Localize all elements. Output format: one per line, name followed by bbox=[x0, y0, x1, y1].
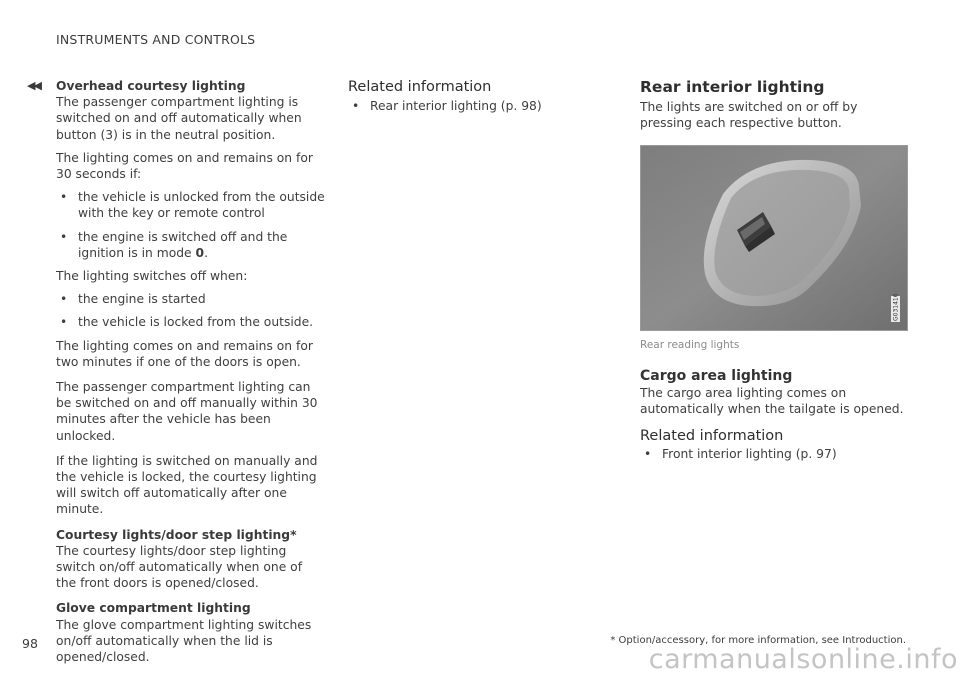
list-item bbox=[56, 189, 326, 221]
related-information-heading: Related information bbox=[348, 79, 492, 95]
footnote: * Option/accessory, for more information, see Introduction. bbox=[610, 635, 906, 646]
overhead-paragraph-5: The passenger compartment lighting can be switched on and off manually within 30 minutes after the vehicle has been unlocked. bbox=[56, 380, 318, 443]
list-item bbox=[56, 291, 326, 307]
bullet-icon: • bbox=[60, 292, 68, 307]
bullet-icon: • bbox=[60, 190, 68, 205]
site-watermark: carmanualsonline.info bbox=[648, 644, 958, 675]
list-item-suffix: . bbox=[204, 245, 209, 260]
list-item-text: the vehicle is locked from the outside. bbox=[78, 315, 314, 330]
page-header-title: INSTRUMENTS AND CONTROLS bbox=[56, 32, 256, 47]
cargo-area-lighting-heading: Cargo area lighting bbox=[640, 367, 793, 384]
rear-interior-intro: The lights are switched on or off by pressing each respective button. bbox=[640, 100, 858, 131]
photo-caption: Rear reading lights bbox=[640, 339, 740, 352]
related-link-front-interior-lighting[interactable] bbox=[640, 446, 912, 462]
related-link-rear-interior-lighting[interactable] bbox=[348, 98, 603, 114]
overhead-paragraph-2: The lighting comes on and remains on for 30 seconds if: bbox=[56, 150, 313, 182]
photo-code-label: G031416 bbox=[892, 293, 900, 322]
courtesy-lights-heading: Courtesy lights/door step lighting* bbox=[56, 527, 297, 542]
related-information-list bbox=[640, 446, 912, 462]
bullet-icon: • bbox=[644, 447, 652, 462]
glove-compartment-paragraph: The glove compartment lighting switches on/off automatically when the lid is opened/closed. bbox=[56, 617, 312, 665]
unlock-conditions-list bbox=[56, 189, 326, 261]
switch-off-conditions-list bbox=[56, 291, 326, 330]
rear-reading-lights-photo bbox=[640, 145, 908, 331]
column-left bbox=[56, 78, 326, 665]
overhead-paragraph-6: If the lighting is switched on manually and the vehicle is locked, the courtesy lighting will switch off automatically after one minute. bbox=[56, 453, 318, 517]
continued-indicator: ◀◀ bbox=[27, 79, 40, 92]
list-item-text: the engine is started bbox=[78, 292, 206, 307]
glove-compartment-heading: Glove compartment lighting bbox=[56, 601, 251, 616]
ignition-mode-value: 0 bbox=[195, 245, 205, 260]
bullet-icon: • bbox=[60, 315, 68, 330]
related-information-heading: Related information bbox=[640, 428, 784, 445]
list-item bbox=[56, 314, 326, 330]
courtesy-lights-paragraph: The courtesy lights/door step lighting switch on/off automatically when one of the front doors is opened/closed. bbox=[56, 543, 303, 591]
page-number: 98 bbox=[22, 636, 38, 651]
list-item bbox=[56, 229, 326, 261]
related-information-list bbox=[348, 98, 603, 114]
related-link-text[interactable]: Front interior lighting (p. 97) bbox=[662, 447, 837, 462]
rear-reading-lights-illustration bbox=[641, 146, 907, 330]
cargo-area-paragraph: The cargo area lighting comes on automatically when the tailgate is opened. bbox=[640, 385, 904, 416]
overhead-paragraph-3: The lighting switches off when: bbox=[56, 269, 248, 284]
overhead-paragraph-1: The passenger compartment lighting is switched on and off automatically when button (3) is in the neutral position. bbox=[56, 95, 302, 142]
column-middle bbox=[348, 78, 603, 121]
column-right bbox=[640, 78, 912, 469]
overhead-courtesy-heading: Overhead courtesy lighting bbox=[56, 79, 246, 93]
list-item-text: the vehicle is unlocked from the outside with the key or remote control bbox=[78, 190, 325, 221]
list-item-text: the engine is switched off and the ignition is in mode bbox=[78, 229, 288, 260]
bullet-icon: • bbox=[352, 99, 360, 113]
overhead-paragraph-4: The lighting comes on and remains on for two minutes if one of the doors is open. bbox=[56, 338, 313, 369]
rear-interior-lighting-heading: Rear interior lighting bbox=[640, 78, 825, 96]
bullet-icon: • bbox=[60, 229, 68, 244]
related-link-text[interactable]: Rear interior lighting (p. 98) bbox=[370, 99, 542, 113]
